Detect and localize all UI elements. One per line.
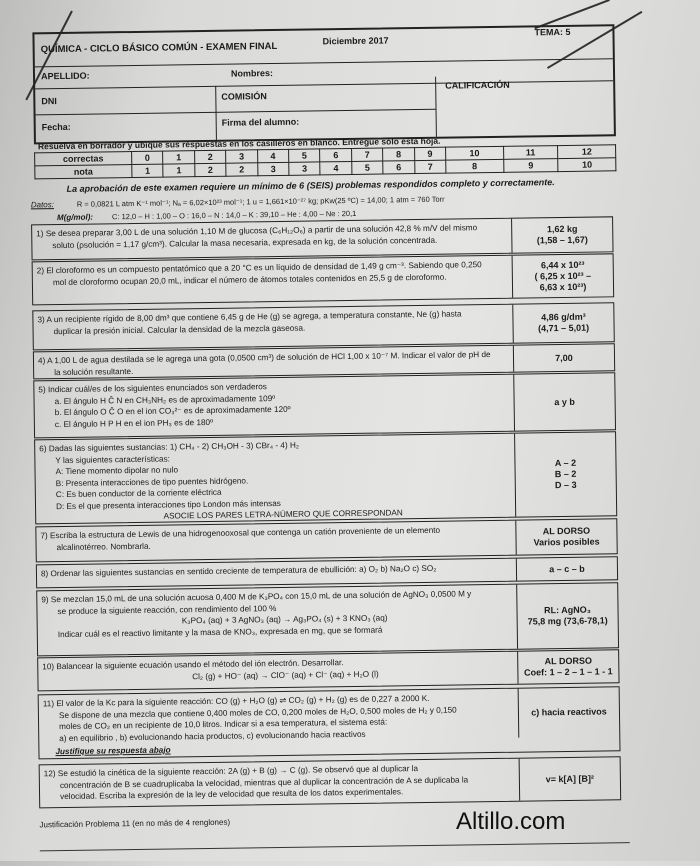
correctas-cell: 1 bbox=[163, 151, 195, 164]
question-line: 6) Dadas las siguientes sustancias: 1) CH₄ - 2) CH₃OH - 3) CBr₄ - 4) H₂ bbox=[39, 440, 300, 454]
question-line: B: Presenta interacciones de tipo puentes hidrógeno. bbox=[55, 475, 249, 488]
nombres-field[interactable]: Nombres: bbox=[230, 68, 274, 79]
answer-box[interactable] bbox=[519, 757, 621, 800]
answer-text: a – c – b bbox=[549, 563, 585, 574]
correctas-cell: 0 bbox=[132, 151, 164, 164]
question-line: C: Es buen conductor de la corriente eléctrica bbox=[55, 487, 222, 500]
answer-box[interactable] bbox=[515, 519, 616, 554]
answer-box[interactable] bbox=[517, 650, 618, 683]
question-line: 5) Indicar cuál/es de los siguientes enunciados son verdaderos bbox=[38, 382, 267, 395]
correctas-cell: 8 bbox=[383, 148, 415, 161]
question-text bbox=[38, 378, 525, 431]
instructions: Resuelva en borrador y ubique sus respuestas en los casilleros en blanco. Entregue sólo esta hoja. bbox=[37, 135, 441, 152]
answer-text: (4,71 – 5,01) bbox=[537, 322, 590, 334]
question-line: 1) Se desea preparar 3,00 L de una solución 1,10 M de glucosa (C₆H₁₂O₆) a partir de una solución 42,8 % m/V del mismo bbox=[36, 223, 478, 239]
exam-title: QUÍMICA - CICLO BÁSICO COMÚN - EXAMEN FINAL bbox=[40, 40, 278, 56]
answer-box[interactable] bbox=[516, 583, 618, 648]
question-line: A: Tiene momento dipolar no nulo bbox=[55, 465, 179, 477]
answer-text: A – 2 bbox=[554, 457, 577, 469]
answer-box[interactable] bbox=[516, 557, 617, 580]
correctas-cell: 3 bbox=[226, 150, 258, 163]
apellido-field[interactable]: APELLIDO: bbox=[40, 70, 90, 82]
nota-label: nota bbox=[35, 165, 132, 179]
question-line: concentración de B se cuadruplicaba la velocidad, mientras que al duplicar la concentración de A se duplicaba la bbox=[59, 774, 469, 790]
answer-text: AL DORSO bbox=[542, 525, 591, 537]
question-line: alcalinotérreo. Nombrarla. bbox=[56, 541, 151, 552]
datos-constants: R = 0,0821 L atm K⁻¹ mol⁻¹; Nₐ = 6,02×10²³ mol⁻¹; 1 u = 1,661×10⁻²⁷ kg; pKw(25 ºC) = 14,00; 1 atm = 760 Torr bbox=[76, 194, 445, 209]
answer-text: 4,86 g/dm³ bbox=[541, 311, 586, 323]
answer-box[interactable] bbox=[512, 303, 614, 342]
question-line: 12) Se estudió la cinética de la siguiente reacción: 2A (g) + B (g) → C (g). Se observó que al duplicar la bbox=[43, 764, 419, 779]
calificacion-field[interactable]: CALIFICACIÓN bbox=[445, 79, 510, 91]
exam-date: Diciembre 2017 bbox=[322, 35, 389, 47]
question-line: D: Es el que presenta interacciones tipo London más intensas bbox=[55, 498, 281, 511]
molar-masses: C: 12,0 – H : 1,00 – O : 16,0 – N : 14,0 – K : 39,10 – He : 4,00 – Ne : 20,1 bbox=[111, 208, 357, 222]
correctas-cell: 10 bbox=[446, 146, 504, 160]
nota-cell: 10 bbox=[558, 158, 616, 172]
answer-text: v= k[A] [B]² bbox=[545, 773, 595, 784]
question-9 bbox=[36, 582, 619, 656]
answer-text: 7,00 bbox=[555, 352, 573, 363]
question-6 bbox=[34, 431, 617, 524]
question-line: b. El ángulo O Ĉ O en el ion CO₃²⁻ es de aproximadamente 120º bbox=[54, 404, 291, 418]
question-line: 2) El cloroformo es un compuesto pentatómico que a 20 °C es un líquido de densidad de 1,49 g cm⁻³. Sabiendo que 0,250 bbox=[36, 260, 482, 276]
fecha-field[interactable]: Fecha: bbox=[41, 121, 71, 133]
answer-box[interactable] bbox=[511, 217, 612, 252]
dni-field[interactable]: DNI bbox=[41, 96, 57, 107]
answer-text: Coef: 1 – 2 – 1 – 1 - 1 bbox=[524, 666, 613, 678]
nota-cell: 9 bbox=[503, 159, 558, 173]
correctas-cell: 12 bbox=[558, 145, 616, 159]
header-box bbox=[32, 24, 616, 144]
question-line: a. El ángulo H Ĉ N en CH₃NH₂ es de aproximadamente 109º bbox=[54, 393, 276, 406]
question-text bbox=[40, 524, 526, 554]
answer-box[interactable] bbox=[512, 254, 614, 297]
question-text bbox=[41, 562, 527, 580]
question-line: K₃PO₄ (aq) + 3 AgNO₃ (aq) → Ag₃PO₄ (s) + 3 KNO₃ (aq) bbox=[181, 613, 388, 626]
question-line: 11) El valor de la Kc para la siguiente reacción: CO (g) + H₂O (g) ⇌ CO₂ (g) + H₂ (g) es de 0,227 a 2000 K. bbox=[42, 693, 430, 709]
comision-field[interactable]: COMISIÓN bbox=[221, 91, 267, 102]
justification-line[interactable] bbox=[40, 842, 630, 851]
question-text bbox=[43, 692, 530, 758]
question-line: 3) A un recipiente rígido de 8,00 dm³ que contiene 6,45 g de He (g) se agrega, a temperatura constante, Ne (g) hasta bbox=[37, 309, 462, 325]
justification-label: Justificación Problema 11 (en no más de 4 renglones) bbox=[39, 817, 231, 830]
approval-note: La aprobación de este examen requiere un mínimo de 6 (SEIS) problemas respondidos completo y correctamente. bbox=[66, 177, 555, 194]
question-line: 7) Escriba la estructura de Lewis de una hidrogenooxosal que contenga un catión proveniente de un elemento bbox=[40, 525, 441, 541]
question-text bbox=[42, 655, 528, 685]
correctas-cell: 9 bbox=[414, 147, 446, 160]
question-line: a) en equilibrio , b) evolucionando hacia productos, c) evolucionando hacia reactivos bbox=[59, 729, 366, 743]
question-3 bbox=[32, 302, 615, 350]
question-line: Indicar cuál es el reactivo limitante y la masa de KNO₃, expresada en mg, que se formará bbox=[57, 625, 383, 639]
answer-text: a y b bbox=[554, 396, 575, 407]
question-text bbox=[37, 259, 523, 289]
question-line: 10) Balancear la siguiente ecuación usando el método del ión electrón. Desarrollar. bbox=[42, 658, 344, 672]
nota-cell: 7 bbox=[414, 160, 446, 173]
answer-text: Varios posibles bbox=[533, 536, 600, 548]
answer-text: 6,63 x 10²³) bbox=[539, 281, 587, 292]
question-5 bbox=[33, 372, 616, 438]
question-11 bbox=[38, 686, 621, 759]
answer-box[interactable] bbox=[513, 373, 615, 430]
question-line: c. El ángulo H P H en el ion PH₃ es de 180º bbox=[54, 417, 214, 429]
question-line: Justifique su respuesta abajo bbox=[55, 745, 171, 757]
question-text bbox=[44, 762, 530, 803]
answer-text: ( 6,25 x 10²³ – bbox=[534, 270, 592, 281]
question-line: mol de cloroformo ocupan 20,0 mL, indicar el número de átomos totales contenidos en 25,5 g de cloroformo. bbox=[52, 272, 447, 287]
question-text bbox=[37, 308, 523, 338]
answer-text: 6,44 x 10²³ bbox=[540, 259, 585, 270]
question-line: Cl₂ (g) + HO⁻ (aq) → ClO⁻ (aq) + Cl⁻ (aq) + H₂O (l) bbox=[192, 669, 379, 681]
tema-label: TEMA: 5 bbox=[534, 26, 571, 38]
answer-text: AL DORSO bbox=[544, 655, 592, 667]
correctas-cell: 11 bbox=[503, 146, 558, 160]
question-line: 9) Se mezclan 15,0 mL de una solución acuosa 0,400 M de K₃PO₄ con 15,0 mL de una solución de AgNO₃ 0,0500 M y bbox=[41, 589, 472, 605]
correctas-cell: 4 bbox=[257, 149, 289, 162]
question-line: moles de CO₂ en un recipiente de 10,0 litros. Indicar si a esa temperatura, el sistema está: bbox=[59, 717, 388, 732]
question-line: soluto (ρsolución = 1,17 g/cm³). Calcular la masa necesaria, expresada en kg, de la solución concentrada. bbox=[52, 235, 438, 250]
answer-text: RL: AgNO₃ bbox=[544, 604, 592, 616]
question-line: 8) Ordenar las siguientes sustancias en sentido creciente de temperatura de ebullición: a) O₂ b) Na₂O c) SO₂ bbox=[40, 563, 437, 579]
question-line: velocidad. Escriba la expresión de la ley de velocidad que resulta de los datos experimentales. bbox=[60, 787, 404, 802]
nota-cell: 6 bbox=[383, 161, 415, 174]
nota-cell: 3 bbox=[289, 162, 321, 175]
answer-text: (1,58 – 1,67) bbox=[536, 234, 588, 246]
nota-cell: 3 bbox=[257, 162, 289, 175]
question-line: se produce la siguiente reacción, con rendimiento del 100 % bbox=[57, 603, 277, 616]
answer-text: 1,62 kg bbox=[546, 223, 578, 235]
question-line: Y las siguientes características: bbox=[55, 454, 170, 465]
question-text bbox=[39, 437, 526, 524]
nota-cell: 2 bbox=[226, 163, 258, 176]
question-line: 4) A 1,00 L de agua destilada se le agrega una gota (0,0500 cm³) de solución de HCl 1,00 x 10⁻⁷ M. Indicar el valor de pH de bbox=[37, 350, 491, 366]
answer-text: 75,8 mg (73,6-78,1) bbox=[527, 615, 608, 627]
nota-cell: 4 bbox=[320, 161, 352, 174]
nota-cell: 2 bbox=[195, 163, 227, 176]
question-line: Se dispone de una mezcla que contiene 0,400 moles de CO, 0,200 moles de H₂O, 0,500 moles de H₂ y 0,150 bbox=[58, 705, 457, 720]
question-text bbox=[36, 222, 522, 252]
datos-label: Datos: bbox=[30, 200, 55, 210]
nota-cell: 1 bbox=[132, 164, 164, 177]
correctas-cell: 7 bbox=[351, 148, 383, 161]
answer-box[interactable] bbox=[513, 344, 614, 371]
correctas-cell: 5 bbox=[289, 149, 321, 162]
question-line: duplicar la presión inicial. Calcular la densidad de la mezcla gaseosa. bbox=[53, 323, 306, 336]
question-line: la solución resultante. bbox=[54, 366, 134, 377]
answer-box[interactable] bbox=[514, 432, 616, 516]
nota-cell: 1 bbox=[163, 164, 195, 177]
answer-box[interactable] bbox=[518, 687, 620, 737]
correctas-cell: 6 bbox=[320, 148, 352, 161]
question-10 bbox=[37, 649, 619, 691]
nota-cell: 5 bbox=[352, 161, 384, 174]
answer-text: B – 2 bbox=[554, 468, 577, 480]
molar-mass-label: M(g/mol): bbox=[56, 212, 94, 223]
firma-field[interactable]: Firma del alumno: bbox=[221, 116, 300, 128]
correctas-label: correctas bbox=[35, 152, 132, 166]
watermark: Altillo.com bbox=[456, 808, 566, 835]
correctas-cell: 2 bbox=[194, 150, 226, 163]
nota-cell: 8 bbox=[446, 159, 504, 173]
question-text bbox=[41, 588, 528, 641]
question-12 bbox=[39, 756, 622, 808]
question-2 bbox=[32, 253, 615, 305]
answer-text: D – 3 bbox=[554, 479, 577, 491]
question-line: ASOCIE LOS PARES LETRA-NÚMERO QUE CORRESPONDAN bbox=[163, 508, 403, 521]
question-7 bbox=[35, 518, 617, 562]
answer-text: c) hacia reactivos bbox=[531, 706, 607, 718]
